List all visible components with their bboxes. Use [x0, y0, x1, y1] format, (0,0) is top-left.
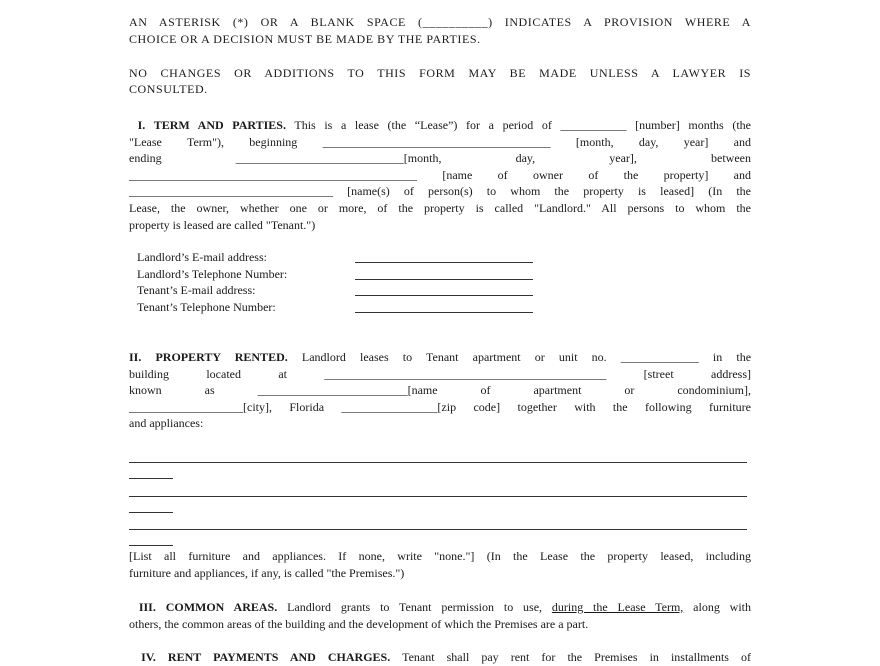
furniture-list-note: [129, 548, 751, 581]
section1-line6: Lease, the owner, whether one or more, of the property is called "Landlord." All persons to whom the: [129, 200, 751, 215]
section2-line1: II. PROPERTY RENTED. Landlord leases to Tenant apartment or unit no. _____________ in the: [129, 350, 752, 364]
tenant-phone-label: Tenant’s Telephone Number:: [137, 299, 276, 314]
landlord-phone-field[interactable]: [355, 266, 533, 280]
section3-heading: III. COMMON AREAS.: [138, 600, 278, 614]
section2-line3: known as _________________________[name of apartment or condominium],: [129, 383, 751, 398]
section1-line7: property is leased are called "Tenant."): [129, 217, 316, 232]
lease-term-underlined: during the Lease Term,: [551, 600, 684, 614]
changes-notice-line1: NO CHANGES OR ADDITIONS TO THIS FORM MAY BE MADE UNLESS A LAWYER IS: [129, 66, 751, 80]
section-rent-payments: [129, 649, 751, 666]
furniture-line-1[interactable]: [129, 462, 747, 463]
section2-line2: building located at _______________________________________________ [street address]: [129, 366, 751, 381]
section1-line5: __________________________________ [name(s) of person(s) to whom the property is leased] (In the: [129, 184, 751, 199]
furniture-line-2-cont[interactable]: [129, 512, 173, 513]
contact-info-block: [137, 249, 533, 315]
section1-line3: ending ____________________________[month, day, year], between: [129, 151, 751, 166]
section3-line2: others, the common areas of the building and the development of which the Premises are a part.: [129, 616, 589, 631]
furniture-line-2[interactable]: [129, 496, 747, 497]
asterisk-notice-line2: CHOICE OR A DECISION MUST BE MADE BY THE PARTIES.: [129, 32, 481, 46]
asterisk-notice-line1: AN ASTERISK (*) OR A BLANK SPACE (__________) INDICATES A PROVISION WHERE A: [129, 15, 751, 29]
furniture-line-3-cont[interactable]: [129, 545, 173, 546]
section1-line1: I. TERM AND PARTIES. This is a lease (the “Lease”) for a period of ___________ [number] months (the: [137, 118, 751, 132]
furniture-line-1-cont[interactable]: [129, 478, 173, 479]
section-common-areas: [129, 599, 751, 632]
landlord-email-label: Landlord’s E-mail address:: [137, 250, 267, 264]
section-term-and-parties: [129, 117, 751, 233]
contact-row: [137, 249, 533, 266]
tenant-email-field[interactable]: [355, 282, 533, 296]
contact-row: [137, 282, 533, 299]
changes-notice-line2: CONSULTED.: [129, 82, 208, 96]
section2-line5: and appliances:: [129, 416, 204, 431]
tenant-phone-field[interactable]: [355, 299, 533, 313]
landlord-email-field[interactable]: [355, 249, 533, 263]
section2-line4: ___________________[city], Florida ________________[zip code] together with the following furniture: [129, 399, 751, 414]
tenant-email-label: Tenant’s E-mail address:: [137, 283, 256, 298]
list-note-line1: [List all furniture and appliances. If none, write "none."] (In the Lease the property leased, including: [129, 549, 751, 563]
section1-heading: I. TERM AND PARTIES.: [137, 118, 286, 132]
contact-row: [137, 299, 533, 316]
list-note-line2: furniture and appliances, if any, is called "the Premises."): [129, 565, 405, 580]
section3-line1: III. COMMON AREAS. Landlord grants to Tenant permission to use, during the Lease Term, along with: [138, 600, 751, 614]
section2-heading: II. PROPERTY RENTED.: [129, 350, 288, 364]
section4-heading: IV. RENT PAYMENTS AND CHARGES.: [141, 650, 391, 664]
landlord-phone-label: Landlord’s Telephone Number:: [137, 266, 288, 281]
section4-line1: IV. RENT PAYMENTS AND CHARGES. Tenant shall pay rent for the Premises in installments of: [141, 650, 752, 664]
section-property-rented: [129, 349, 751, 432]
section1-line4: ________________________________________________ [name of owner of the property] and: [129, 167, 751, 182]
contact-row: [137, 266, 533, 283]
furniture-line-3[interactable]: [129, 529, 747, 530]
section1-line2: "Lease Term"), beginning ______________________________________ [month, day, year] and: [129, 134, 751, 149]
